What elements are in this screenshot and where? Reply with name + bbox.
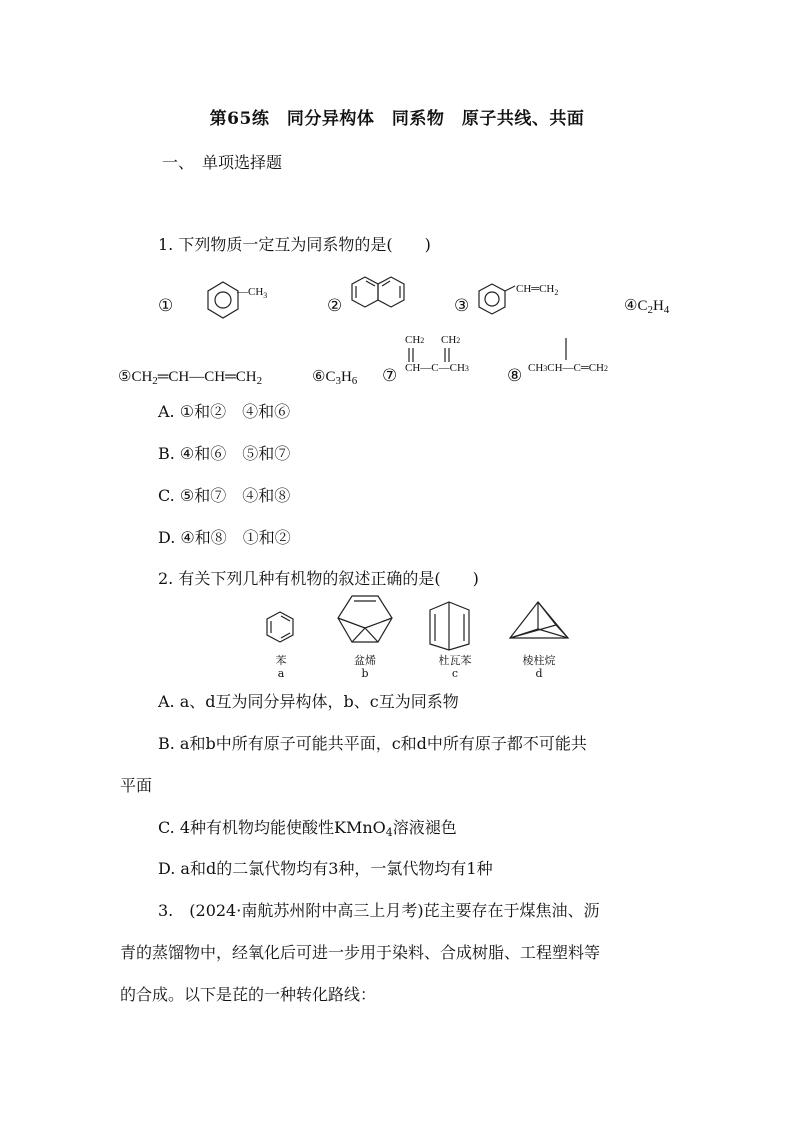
item-4: $④C_2H_4$ bbox=[624, 298, 670, 316]
label-7: ⑦ bbox=[382, 366, 398, 385]
fig-d-letter: d bbox=[535, 667, 543, 680]
section-heading: 一、 单项选择题 bbox=[162, 153, 283, 172]
question-3-line2: 青的蒸馏物中，经氧化后可进一步用于染料、合成树脂、工程塑料等 bbox=[120, 943, 601, 962]
question-2-stem: 2. 有关下列几种有机物的叙述正确的是( ) bbox=[158, 569, 479, 588]
item-5: $⑤CH_2═CH—CH═CH_2$ bbox=[118, 369, 263, 387]
q2-option-c: C. 4种有机物均能使酸性KMnO$_4$溶液褪色 bbox=[158, 818, 457, 839]
question-3-line1: 3. (2024·南航苏州附中高三上月考)芘主要存在于煤焦油、沥 bbox=[158, 901, 600, 920]
question-1-stem: 1. 下列物质一定互为同系物的是( ) bbox=[158, 235, 431, 254]
item-6: $⑥C_3H_6$ bbox=[312, 369, 358, 387]
fig-a-name: 苯 bbox=[275, 654, 287, 667]
fig-d-name: 棱柱烷 bbox=[522, 654, 556, 667]
page-title: 第65练 同分异构体 同系物 原子共线、共面 bbox=[209, 109, 585, 129]
question-3-line3: 的合成。以下是芘的一种转化路线： bbox=[120, 985, 377, 1004]
toluene-methyl: $—CH_3$ bbox=[237, 286, 268, 300]
item-7-ch2-right: CH2 bbox=[441, 334, 461, 346]
fig-c-letter: c bbox=[451, 667, 459, 680]
q2-option-b-line1: B. a和b中所有原子可能共平面，c和d中所有原子都不可能共 bbox=[158, 734, 587, 753]
label-2: ② bbox=[327, 296, 343, 315]
benzvalene-figure bbox=[334, 594, 396, 650]
naphthalene-structure bbox=[350, 275, 410, 311]
item-7-ch2-left: CH2 bbox=[405, 334, 425, 346]
q1-option-c: C. ⑤和⑦ ④和⑧ bbox=[158, 486, 291, 505]
label-1: ① bbox=[158, 296, 174, 315]
fig-b-name: 盆烯 bbox=[354, 654, 376, 667]
item-7-chain: CH—C—CH3 bbox=[405, 362, 469, 374]
q1-option-b: B. ④和⑥ ⑤和⑦ bbox=[158, 444, 291, 463]
aromatic-circle bbox=[215, 292, 231, 308]
label-3: ③ bbox=[454, 296, 470, 315]
q2-option-a: A. a、d互为同分异构体，b、c互为同系物 bbox=[158, 692, 459, 711]
prismane-figure bbox=[508, 600, 572, 644]
q2-option-b-line2: 平面 bbox=[120, 776, 153, 795]
q2-option-d: D. a和d的二氯代物均有3种，一氯代物均有1种 bbox=[158, 859, 493, 878]
label-8: ⑧ bbox=[507, 366, 523, 385]
q1-option-a: A. ①和② ④和⑥ bbox=[158, 402, 291, 421]
fig-c-name: 杜瓦苯 bbox=[438, 654, 472, 667]
fig-a-letter: a bbox=[277, 667, 285, 680]
fig-b-letter: b bbox=[361, 667, 369, 680]
styrene-vinyl: $CH═CH_2$ bbox=[516, 283, 559, 297]
benzene-ring bbox=[208, 282, 238, 318]
dewar-benzene-figure bbox=[427, 600, 475, 652]
q1-option-d: D. ④和⑧ ①和② bbox=[158, 528, 291, 547]
item-8-chain: CH3CH—C═CH2 bbox=[528, 362, 608, 374]
item-8-methyl-bond bbox=[560, 336, 580, 362]
styrene-ring bbox=[477, 282, 517, 318]
benzene-figure bbox=[265, 610, 297, 650]
